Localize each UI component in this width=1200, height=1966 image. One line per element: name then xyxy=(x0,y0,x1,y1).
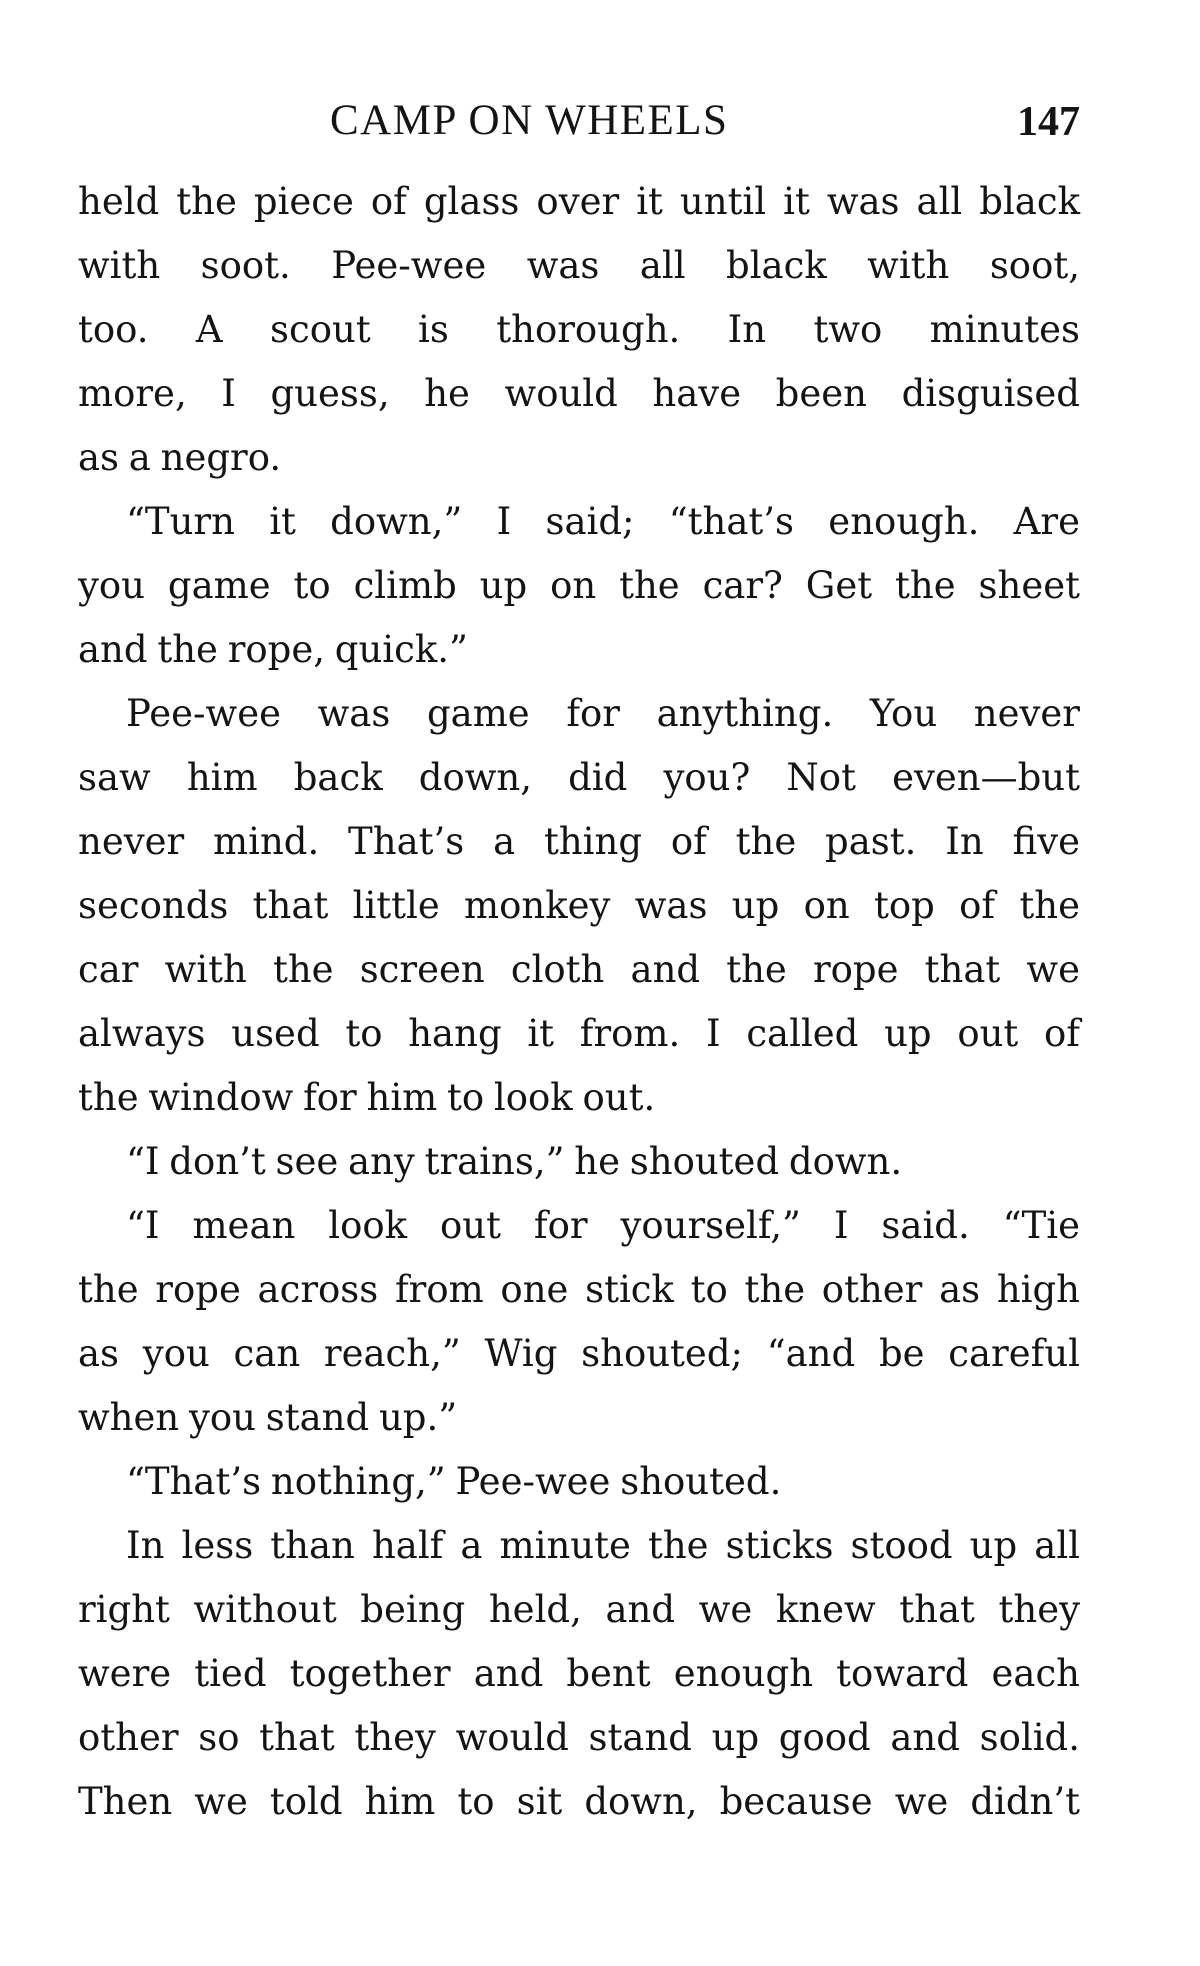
text-line: and the rope, quick.” xyxy=(78,628,468,671)
text-line: the window for him to look out. xyxy=(78,1076,656,1119)
text-line: “I don’t see any trains,” he shouted down. xyxy=(126,1140,903,1183)
text-line: Pee-wee was game for anything. You never xyxy=(126,692,1080,735)
text-line: when you stand up.” xyxy=(78,1396,458,1439)
text-line: “I mean look out for yourself,” I said. “Tie xyxy=(126,1204,1080,1247)
text-line: never mind. That’s a thing of the past. In five xyxy=(78,820,1080,863)
text-line: as a negro. xyxy=(78,436,282,479)
running-head xyxy=(78,96,1080,152)
text-line: held the piece of glass over it until it was all black xyxy=(78,180,1080,223)
text-line: the rope across from one stick to the other as high xyxy=(78,1268,1080,1311)
text-line: saw him back down, did you? Not even—but xyxy=(78,756,1080,799)
text-line: too. A scout is thorough. In two minutes xyxy=(78,308,1080,351)
text-line: Then we told him to sit down, because we didn’t xyxy=(78,1780,1080,1823)
text-line: as you can reach,” Wig shouted; “and be careful xyxy=(78,1332,1080,1375)
body-text xyxy=(78,170,1080,1834)
text-line: car with the screen cloth and the rope that we xyxy=(78,948,1080,991)
text-line: “That’s nothing,” Pee-wee shouted. xyxy=(126,1460,782,1503)
page-number: 147 xyxy=(1017,99,1080,145)
text-line: always used to hang it from. I called up out of xyxy=(78,1012,1080,1055)
running-title: CAMP ON WHEELS xyxy=(330,97,729,144)
text-line: were tied together and bent enough toward each xyxy=(78,1652,1080,1695)
text-line: more, I guess, he would have been disguised xyxy=(78,372,1080,415)
text-line: right without being held, and we knew that they xyxy=(78,1588,1080,1631)
text-line: In less than half a minute the sticks stood up all xyxy=(126,1524,1080,1567)
text-line: you game to climb up on the car? Get the sheet xyxy=(78,564,1080,607)
text-line: seconds that little monkey was up on top of the xyxy=(78,884,1080,927)
text-line: other so that they would stand up good and solid. xyxy=(78,1716,1080,1759)
text-line: “Turn it down,” I said; “that’s enough. Are xyxy=(126,500,1080,543)
text-line: with soot. Pee-wee was all black with soot, xyxy=(78,244,1080,287)
